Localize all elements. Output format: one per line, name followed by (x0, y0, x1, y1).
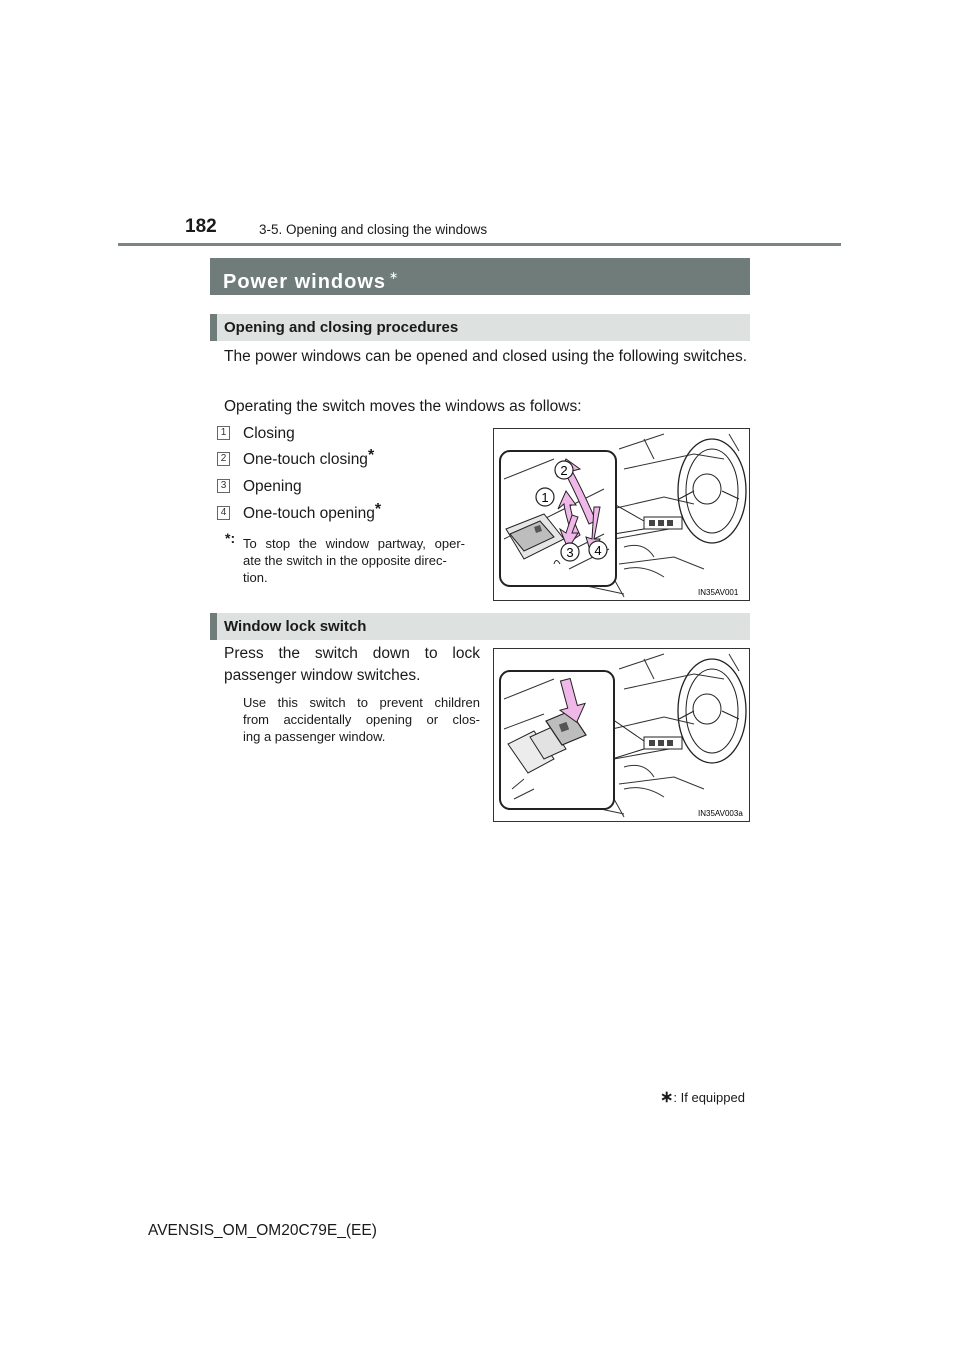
star-footnote-line-1: To stop the window partway, oper- (243, 536, 465, 551)
figure-window-lock-switch (493, 648, 750, 822)
item-label-one-touch-closing: One-touch closing* (243, 447, 375, 468)
intro-paragraph: The power windows can be opened and closed using the following switches. (224, 348, 748, 365)
callout-2: 2 (560, 463, 568, 478)
window-lock-note-line-1: Use this switch to prevent children (243, 695, 480, 710)
item-number-1: 1 (217, 426, 230, 440)
document-code: AVENSIS_OM_OM20C79E_(EE) (148, 1222, 377, 1239)
subsection-heading-window-lock: Window lock switch (210, 613, 750, 640)
breadcrumb: 3-5. Opening and closing the windows (259, 222, 488, 237)
callout-4: 4 (594, 543, 602, 558)
window-lock-note-line-3: ing a passenger window. (243, 729, 386, 744)
header-divider (118, 243, 841, 246)
power-window-switch-illustration (494, 429, 749, 600)
window-lock-text-line-2: passenger window switches. (224, 667, 421, 684)
star-footnote-line-3: tion. (243, 570, 268, 585)
section-title (210, 258, 750, 295)
window-lock-text-line-1: Press the switch down to lock (224, 645, 480, 662)
figure-power-window-switch (493, 428, 750, 601)
intro-paragraph-2: Operating the switch moves the windows as follows: (224, 398, 582, 415)
item-label-closing: Closing (243, 425, 295, 442)
star-footnote-line-2: ate the switch in the opposite direc- (243, 553, 447, 568)
callout-3: 3 (566, 545, 574, 560)
item-number-4: 4 (217, 506, 230, 520)
figure-code: IN35AV003a (698, 809, 743, 818)
item-number-2: 2 (217, 452, 230, 466)
section-title-text: Power windows (223, 271, 387, 293)
callout-1: 1 (541, 490, 549, 505)
item-number-3: 3 (217, 479, 230, 493)
if-equipped-footnote (660, 1087, 745, 1107)
figure-code: IN35AV001 (698, 588, 739, 597)
subsection-heading-opening: Opening and closing procedures (210, 314, 750, 341)
footnote-text: : If equipped (673, 1090, 745, 1105)
item-label-one-touch-opening: One-touch opening* (243, 501, 382, 522)
window-lock-switch-illustration (494, 649, 749, 821)
star-mark: * (374, 501, 382, 518)
footnote-symbol: ∗ (660, 1089, 674, 1106)
window-lock-note-line-2: from accidentally opening or clos- (243, 712, 480, 727)
star-mark: * (367, 447, 375, 464)
star-footnote-prefix: *: (225, 530, 236, 546)
page-number: 182 (185, 216, 217, 237)
if-equipped-marker: ∗ (389, 270, 400, 282)
item-label-opening: Opening (243, 478, 302, 495)
